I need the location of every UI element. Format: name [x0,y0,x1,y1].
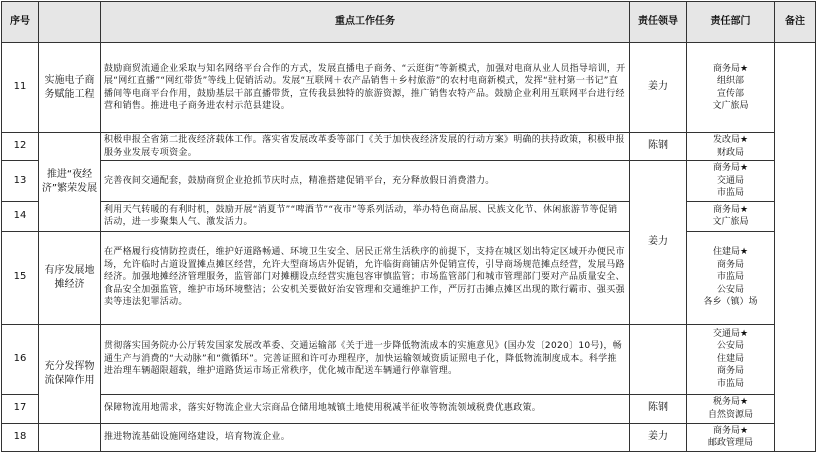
area-logistics: 充分发挥物流保障作用 [39,324,101,423]
task-text: 利用天气转暖的有利时机，鼓励开展“消夏节”“啤酒节”“夜市”等系列活动，举办特色商品展、民族文化节、休闲旅游节等促销活动，进一步聚集人气、激发活力。 [101,201,630,231]
dept-cell [687,324,775,394]
header-row [2,2,816,43]
leader-cell: 姜力 [630,161,687,325]
dept-cell [687,133,775,161]
table-row [2,231,816,324]
area-orderly: 有序发展地摊经济 [39,231,101,324]
dept-item: 税务局★ [712,397,749,407]
dept-cell [687,231,775,324]
dept-item: 公安局 [716,341,744,352]
task-text: 推进物流基础设施网络建设，培育物流企业。 [101,423,630,451]
table-row [2,324,816,394]
area-ecommerce: 实施电子商务赋能工程 [39,43,101,133]
task-table [1,1,816,452]
dept-cell [687,394,775,423]
dept-cell [687,161,775,202]
dept-cell [687,423,775,451]
dept-item: 交通局★ [712,328,749,339]
dept-item: 文广旅局 [712,217,749,227]
header-leader: 责任领导 [630,2,687,43]
row-number: 14 [2,201,39,231]
leader-cell: 姜力 [630,423,687,451]
row-number: 16 [2,324,39,394]
dept-item: 商务局★ [712,163,749,173]
task-text: 贯彻落实国务院办公厅转发国家发展改革委、交通运输部《关于进一步降低物流成本的实施意见》(国办发〔2020〕10号)，畅通生产与消费的“大动脉”和“微循环”。完善证照和许可办理程序，加快运输领域资质证照电子化，降低物流制度成本。科学推进治理车辆超限超载，维护道路货运市场正常秩序，优化城市配送车辆通行停靠管理。 [101,324,630,394]
dept-item: 公安局 [716,284,744,295]
dept-item: 宣传部 [716,88,744,99]
dept-item: 交通局 [716,175,744,186]
dept-item: 财政局 [716,147,744,158]
header-task: 重点工作任务 [101,2,630,43]
dept-item: 市监局 [716,272,744,283]
row-number: 15 [2,231,39,324]
leader-cell: 姜力 [630,43,687,133]
header-note: 备注 [775,2,816,43]
dept-item: 发改局★ [712,135,749,145]
dept-item: 商务局 [716,366,744,377]
dept-item: 市监局 [716,188,744,198]
task-text: 积极申报全省第二批夜经济载体工作。落实省发展改革委等部门《关于加快夜经济发展的行动方案》明确的扶持政策，积极申报服务业发展专项资金。 [101,133,630,161]
table-row [2,394,816,423]
table-row [2,43,816,133]
table-row [2,423,816,451]
dept-cell [687,201,775,231]
area-empty [39,423,101,451]
task-text: 保障物流用地需求，落实好物流企业大宗商品仓储用地城镇土地使用税减半征收等物流领域税费优惠政策。 [101,394,630,423]
table-row [2,161,816,202]
row-number: 12 [2,133,39,161]
header-area [39,2,101,43]
row-number: 11 [2,43,39,133]
leader-cell: 陈钢 [630,394,687,423]
row-number: 17 [2,394,39,423]
dept-item: 组织部 [716,76,744,86]
dept-item: 商务局 [716,259,744,270]
area-promote: 推进“夜经济”繁荣发展 [39,133,101,232]
dept-item: 各乡（镇）场 [703,297,758,308]
task-text: 在严格履行疫情防控责任，维护好道路畅通、环境卫生安全、居民正常生活秩序的前提下，支持在城区划出特定区域开办便民市场，允许临时占道设置摊点摊区经营，允许大型商场店外促销，允许临街商铺店外促销宣传，引导商场规范摊点经营，发展马路经济。加强地摊经济管理服务，监管部门对摊棚设点经营实施包容审慎监管；市场监管部门和城市管理部门要对产品质量安全、食品安全加强监管，维护市场环境整洁；公安机关要做好治安管理和交通维护工作，严厉打击摊点摊区出现的欺行霸市、强买强卖等违法犯罪活动。 [101,231,630,324]
dept-item: 市监局 [716,378,744,389]
dept-item: 商务局★ [712,204,749,215]
header-seq: 序号 [2,2,39,43]
dept-item: 商务局★ [712,63,749,74]
dept-item: 住建局 [716,353,744,364]
row-number: 18 [2,423,39,451]
dept-item: 商务局★ [712,425,749,436]
row-number: 13 [2,161,39,202]
dept-cell [687,43,775,133]
note-cell [775,43,816,452]
task-text: 完善夜间交通配套，鼓励商贸企业抢抓节庆时点，精准搭建促销平台，充分释放假日消费潜力。 [101,161,630,202]
dept-item: 文广旅局 [712,101,749,111]
leader-cell: 陈钢 [630,133,687,161]
table-row [2,133,816,161]
task-text: 鼓励商贸流通企业采取与知名网络平台合作的方式，发展直播电子商务、“云逛街”等新模式，加强对电商从业人员指导培训，开展“网红直播”“网红带货”等线上促销活动。发展“互联网＋农产品销售＋乡村旅游”的农村电商新模式，发挥“驻村第一书记”直播间等电商平台作用，鼓励基层干部直播带货，宣传我县独特的旅游资源，推广销售农特产品。鼓励企业利用互联网平台进行经营和销售。推进电子商务进农村示范县建设。 [101,43,630,133]
dept-item: 邮政管理局 [707,438,753,448]
dept-item: 住建局★ [712,247,749,258]
header-dept: 责任部门 [687,2,775,43]
leader-cell [630,324,687,394]
dept-item: 自然资源局 [707,409,753,420]
table-row [2,201,816,231]
